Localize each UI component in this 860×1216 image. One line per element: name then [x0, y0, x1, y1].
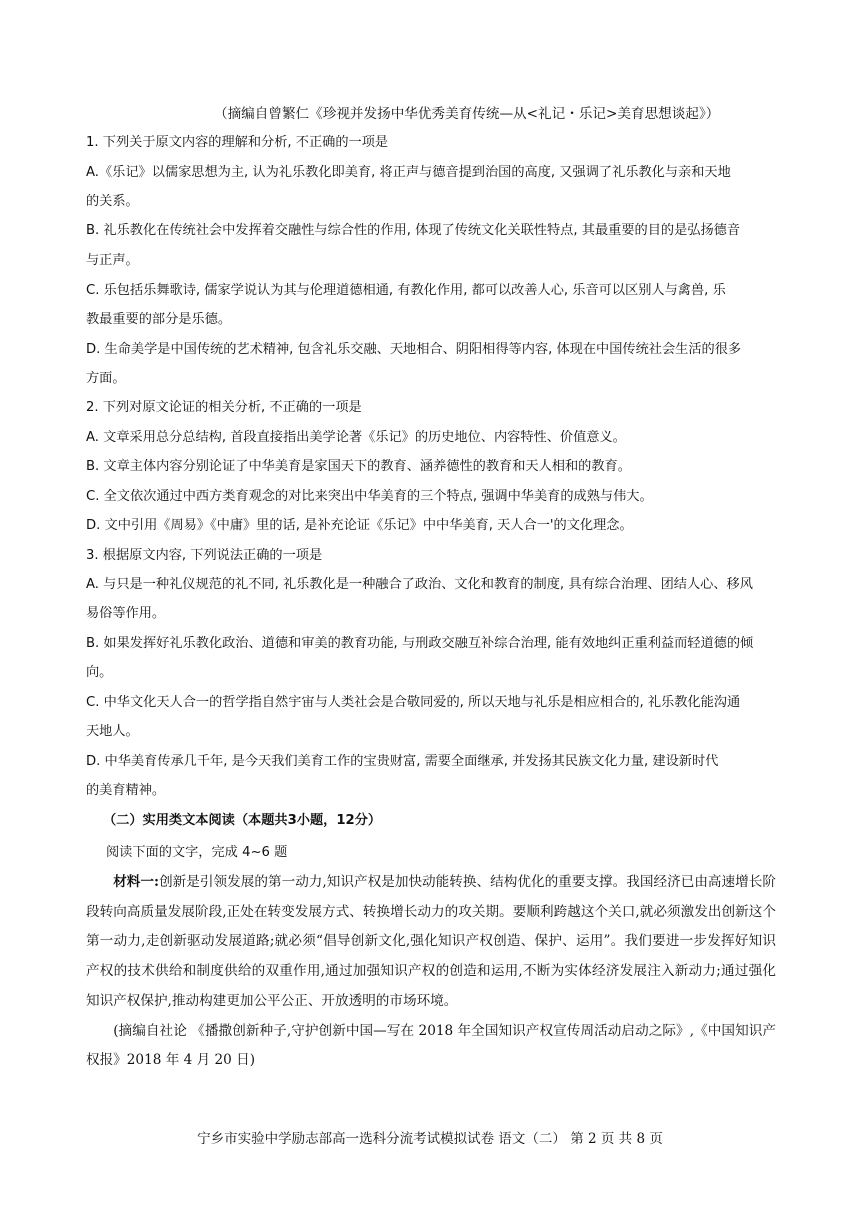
question-2-stem: 2. 下列对原文论证的相关分析, 不正确的一项是 [86, 400, 362, 415]
question-3-option-c: C. 中华文化天人合一的哲学指自然宇宙与人类社会是合敬同爱的, 所以天地与礼乐是相应相合的, 礼乐教化能沟通 [86, 695, 741, 710]
question-3-option-b-cont: 向。 [86, 665, 113, 680]
question-2-option-d: D. 文中引用《周易》《中庸》里的话, 是补充论证《乐记》中中华美育, 天人合一'的文化理念。 [86, 518, 633, 533]
question-3-stem: 3. 根据原文内容, 下列说法正确的一项是 [86, 548, 323, 563]
question-1-option-d: D. 生命美学是中国传统的艺术精神, 包含礼乐交融、天地相合、阴阳相得等内容, 体现在中国传统社会生活的很多 [86, 342, 742, 357]
question-1-option-a-cont: 的关系。 [86, 194, 139, 209]
question-2-option-b: B. 文章主体内容分别论证了中华美育是家国天下的教育、涵养德性的教育和天人相和的教育。 [86, 459, 631, 474]
question-2-option-a: A. 文章采用总分总结构, 首段直接指出美学论著《乐记》的历史地位、内容特性、价值意义。 [86, 430, 626, 445]
question-1-option-c: C. 乐包括乐舞歌诗, 儒家学说认为其与伦理道德相通, 有教化作用, 都可以改善人心, 乐音可以区别人与禽兽, 乐 [86, 283, 726, 298]
question-2-option-c: C. 全文依次通过中西方类育观念的对比来突出中华美育的三个特点, 强调中华美育的成熟与伟大。 [86, 489, 653, 504]
material-1 [86, 868, 776, 1076]
material-1-source: (摘编自社论 《播撒创新种子,守护创新中国—写在 2018 年全国知识产权宣传周活动启动之际》,《中国知识产权报》2018 年 4 月 20 日) [86, 1022, 776, 1069]
question-1-option-d-cont: 方面。 [86, 371, 126, 386]
question-3-option-a: A. 与只是一种礼仪规范的礼不同, 礼乐教化是一种融合了政治、文化和教育的制度, 具有综合治理、团结人心、移风 [86, 577, 753, 592]
question-3-option-a-cont: 易俗等作用。 [86, 606, 166, 621]
question-3-option-d-cont: 的美育精神。 [86, 783, 166, 798]
section-heading: （二）实用类文本阅读（本题共3小题，12分） [103, 813, 382, 828]
question-3-option-d: D. 中华美育传承几千年, 是今天我们美育工作的宝贵财富, 需要全面继承, 并发扬其民族文化力量, 建设新时代 [86, 754, 719, 769]
question-1-option-b-cont: 与正声。 [86, 253, 139, 268]
question-1-option-c-cont: 教最重要的部分是乐德。 [86, 312, 232, 327]
question-3-option-c-cont: 天地人。 [86, 724, 139, 739]
question-1-option-a: A.《乐记》以儒家思想为主, 认为礼乐教化即美育, 将正声与德音提到治国的高度, 又强调了礼乐教化与亲和天地 [86, 165, 731, 180]
question-1-stem: 1. 下列关于原文内容的理解和分析, 不正确的一项是 [86, 135, 389, 150]
page-footer: 宁乡市实验中学励志部高一选科分流考试模拟试卷 语文（二） 第 2 页 共 8 页 [197, 1131, 663, 1147]
section-instruction: 阅读下面的文字，完成 4~6 题 [106, 845, 288, 860]
source-citation: （摘编自曾繁仁《珍视并发扬中华优秀美育传统—从<礼记・乐记>美育思想谈起》） [214, 106, 720, 122]
material-1-text: 创新是引领发展的第一动力,知识产权是加快动能转换、结构优化的重要支撑。我国经济已由高速增长阶段转向高质量发展阶段,正处在转变发展方式、转换增长动力的攻关期。要顺利跨越这个关口,就必须激发出创新这个第一动力,走创新驱动发展道路;就必须“倡导创新文化,强化知识产权创造、保护、运用”。我们要进一步发挥好知识产权的技术供给和制度供给的双重作用,通过加强知识产权的创造和运用,不断为实体经济发展注入新动力;通过强化知识产权保护,推动构建更加公平公正、开放透明的市场环境。 [86, 874, 776, 1009]
material-1-label: 材料一: [113, 874, 160, 890]
question-1-option-b: B. 礼乐教化在传统社会中发挥着交融性与综合性的作用, 体现了传统文化关联性特点, 其最重要的目的是弘扬德音 [86, 223, 741, 238]
material-1-paragraph [86, 868, 776, 1017]
question-3-option-b: B. 如果发挥好礼乐教化政治、道德和审美的教育功能, 与刑政交融互补综合治理, 能有效地纠正重利益而轻道德的倾 [86, 636, 754, 651]
